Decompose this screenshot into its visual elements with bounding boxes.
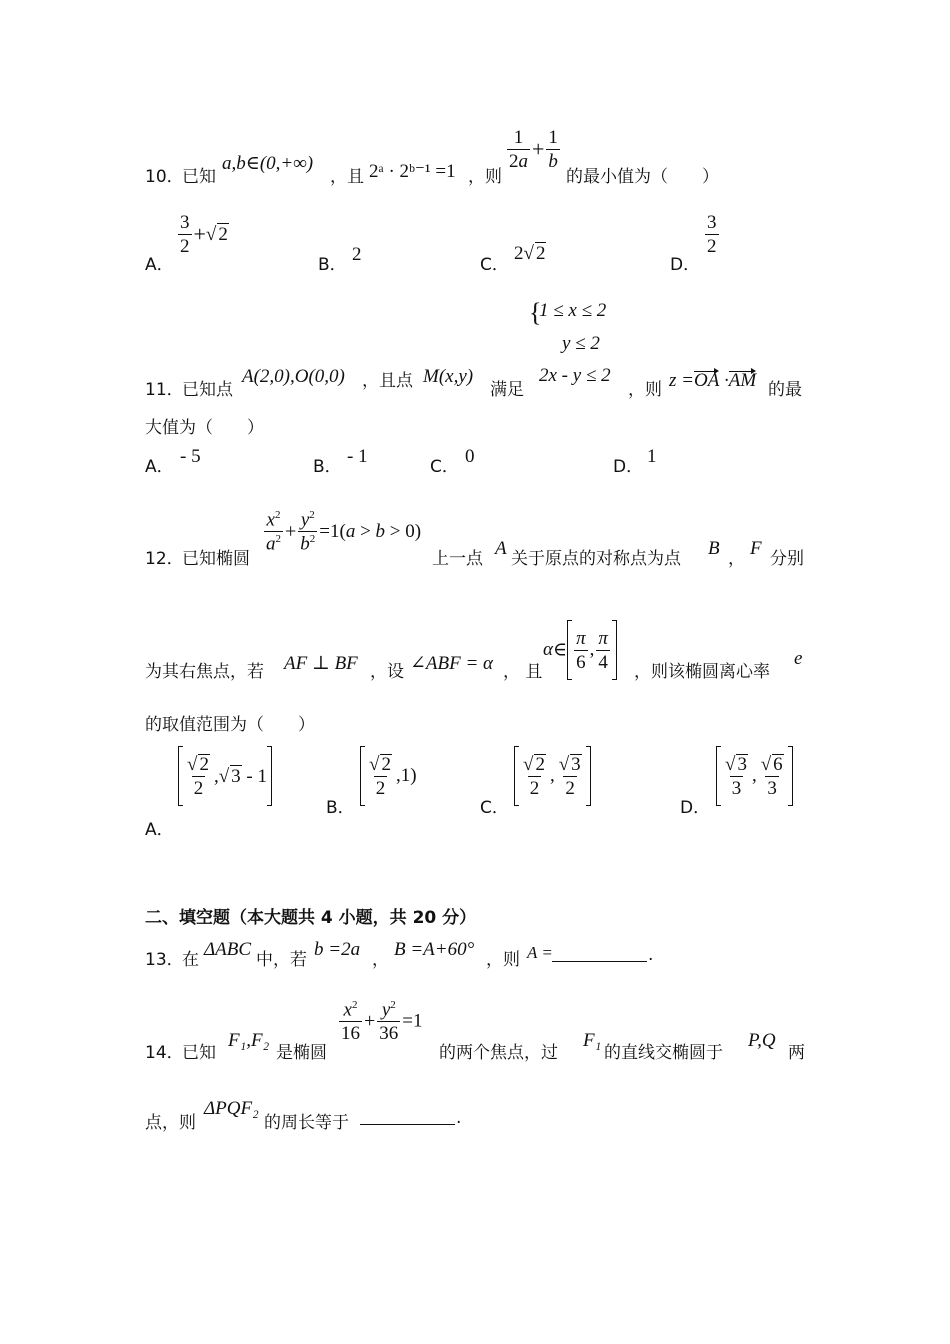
q13-text-2: 中，若 [256, 950, 307, 970]
q14-text-6: 点，则 [145, 1113, 196, 1133]
q12-text-8: ， 且 [503, 662, 543, 682]
q13-condition-2: B =A+60° [394, 939, 475, 960]
q11-system-brace: { [529, 298, 542, 327]
q10-text-4: 的最小值为（ ） [566, 167, 719, 187]
q13-number: 13． [145, 950, 184, 970]
q12-option-d-value: $\frac{√ 3}{3}$ , $\frac{√ 6}{3}$ [716, 746, 793, 806]
q11-option-c-value: 0 [465, 446, 475, 467]
q11-z-expression: z =OA ·AM [669, 370, 757, 391]
q12-focus-f: F [750, 538, 762, 559]
q11-text-1: 已知点 [182, 380, 233, 400]
q11-system-line-2: y ≤ 2 [562, 333, 600, 354]
q13-condition-1: b =2a [314, 939, 361, 960]
q11-option-d-label: D． [613, 457, 644, 477]
q11-option-a-label: A． [145, 457, 174, 477]
q12-option-c-label: C． [480, 798, 509, 818]
q10-equation: 2ᵃ · 2ᵇ⁻¹ =1 [369, 161, 456, 182]
q11-text-6: 大值为（ ） [145, 418, 264, 438]
q13-answer-blank[interactable] [552, 945, 647, 966]
q12-option-b-value: $\frac{√ 2}{2}$ ,1) [360, 746, 417, 806]
q13-text-4: ，则 [486, 950, 520, 970]
q10-number: 10． [145, 167, 184, 187]
q12-option-b-label: B． [326, 798, 355, 818]
q12-point-b: B [708, 538, 720, 559]
q11-option-d-value: 1 [647, 446, 657, 467]
q12-option-c-value: $\frac{√ 2}{2}$ , $\frac{√ 3}{2}$ [514, 746, 591, 806]
q14-text-2: 是椭圆 [276, 1043, 327, 1063]
q12-angle: ∠ABF = α [410, 653, 494, 674]
q11-text-4: ，则 [628, 380, 662, 400]
q10-option-b-value: 2 [352, 244, 362, 265]
q10-text-2: ，且 [330, 167, 364, 187]
q10-option-b-label: B． [318, 255, 347, 275]
q11-option-c-label: C． [430, 457, 459, 477]
q11-option-b-value: - 1 [347, 446, 368, 467]
q12-eccentricity: e [794, 648, 803, 669]
q13-answer-prefix: A = [527, 943, 553, 962]
q13-text-1: 在 [182, 950, 199, 970]
q14-period: . [456, 1108, 462, 1128]
q12-alpha-range: α∈ $\frac{\pi}{6}$ , $\frac{\pi}{4}$ [543, 620, 617, 680]
q11-text-5: 的最 [768, 380, 802, 400]
q14-foci: F₁,F₂ [228, 1030, 270, 1051]
q12-option-d-label: D． [680, 798, 711, 818]
q10-option-a-label: A． [145, 255, 174, 275]
q12-text-5: 分别 [770, 549, 804, 569]
q14-number: 14． [145, 1043, 184, 1063]
q10-text-3: ，则 [468, 167, 502, 187]
q11-option-b-label: B． [313, 457, 342, 477]
q14-triangle: ΔPQF₂ [204, 1098, 259, 1119]
q12-text-3: 关于原点的对称点为点 [511, 549, 681, 569]
q12-text-1: 已知椭圆 [182, 549, 250, 569]
q14-points-pq: P,Q [748, 1030, 776, 1051]
q14-text-1: 已知 [182, 1043, 216, 1063]
q12-text-2: 上一点 [432, 549, 483, 569]
q12-text-6: 为其右焦点，若 [145, 662, 264, 682]
q12-option-a-value: $\frac{√ 2}{2}$ ,√ 3 - 1 [178, 746, 272, 806]
q11-option-a-value: - 5 [180, 446, 201, 467]
q10-text-1: 已知 [182, 167, 216, 187]
q14-ellipse-equation: $\frac{x^2}{16}$ + $\frac{y^2}{36}$ =1 [341, 999, 423, 1045]
q12-option-a-label: A． [145, 820, 174, 840]
q11-points: A(2,0),O(0,0) [242, 366, 345, 387]
q10-option-c-value: 2√ 2 [514, 243, 546, 264]
q11-system-line-3: 2x - y ≤ 2 [539, 365, 611, 386]
q14-text-3: 的两个焦点，过 [439, 1043, 558, 1063]
q10-option-d-value: $\frac{3}{2}$ [707, 212, 717, 257]
q14-answer-blank[interactable] [360, 1108, 455, 1129]
q10-option-c-label: C． [480, 255, 509, 275]
q12-point-a: A [495, 538, 507, 559]
q13-text-3: ， [372, 950, 389, 970]
q14-text-7: 的周长等于 [264, 1113, 349, 1133]
q10-expression: $\frac{1}{2a}$ + $\frac{1}{b}$ [509, 127, 558, 172]
section-2-heading: 二、填空题（本大题共 4 小题，共 20 分） [145, 908, 477, 928]
q12-text-7: ，设 [370, 662, 404, 682]
q11-text-3: 满足 [490, 380, 524, 400]
q12-text-10: 的取值范围为（ ） [145, 715, 315, 735]
q12-text-9: ，则该椭圆离心率 [634, 662, 770, 682]
q11-system-line-1: 1 ≤ x ≤ 2 [539, 300, 607, 321]
q10-condition: a,b∈(0,+∞) [222, 153, 314, 174]
q13-triangle: ΔABC [204, 939, 252, 960]
q10-option-d-label: D． [670, 255, 701, 275]
q14-text-4: 的直线交椭圆于 [604, 1043, 723, 1063]
q12-perp: AF ⊥ BF [284, 653, 358, 674]
q10-option-a-value: $\frac{3}{2}$ +√ 2 [180, 212, 228, 257]
q12-ellipse-equation: $\frac{x^2}{a^2}$ + $\frac{y^2}{b^2}$ =1(a > b > 0) [266, 509, 422, 555]
q11-text-2: ，且点 [362, 371, 413, 391]
q11-number: 11． [145, 380, 184, 400]
q13-period: . [648, 945, 654, 965]
q14-text-5: 两 [788, 1043, 805, 1063]
q14-focus-f1: F₁ [583, 1030, 602, 1051]
q12-text-4: ， [728, 549, 745, 569]
q11-point-m: M(x,y) [423, 366, 474, 387]
q12-number: 12． [145, 549, 184, 569]
